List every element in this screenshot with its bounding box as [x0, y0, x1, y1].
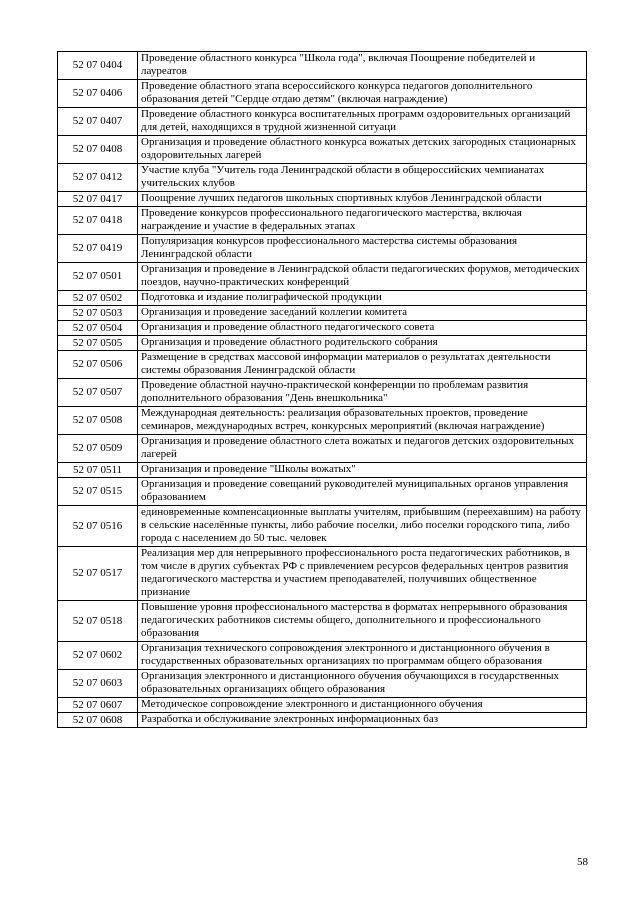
row-code: 52 07 0602 — [58, 642, 138, 670]
table-row — [58, 336, 587, 351]
row-code: 52 07 0502 — [58, 291, 138, 306]
row-code: 52 07 0509 — [58, 435, 138, 463]
table-row — [58, 52, 587, 80]
row-code: 52 07 0408 — [58, 136, 138, 164]
row-description: Проведение областного конкурса "Школа года", включая Поощрение победителей и лауреатов — [138, 52, 587, 80]
row-description: единовременные компенсационные выплаты учителям, прибывшим (переехавшим) на работу в сельские населённые пункты, либо рабочие поселки, либо поселки городского типа, либо города с населением до 50 тыс. человек — [138, 506, 587, 547]
table-row — [58, 601, 587, 642]
row-code: 52 07 0404 — [58, 52, 138, 80]
row-code: 52 07 0407 — [58, 108, 138, 136]
row-code: 52 07 0516 — [58, 506, 138, 547]
row-code: 52 07 0607 — [58, 698, 138, 713]
row-code: 52 07 0419 — [58, 235, 138, 263]
table-row — [58, 80, 587, 108]
row-description: Повышение уровня профессионального мастерства в форматах непрерывного образования педагогических работников системы общего, дополнительного и профессионального образования — [138, 601, 587, 642]
row-description: Поощрение лучших педагогов школьных спортивных клубов Ленинградской области — [138, 192, 587, 207]
row-code: 52 07 0603 — [58, 670, 138, 698]
row-description: Организация и проведение "Школы вожатых" — [138, 463, 587, 478]
row-code: 52 07 0511 — [58, 463, 138, 478]
row-code: 52 07 0507 — [58, 379, 138, 407]
table-row — [58, 306, 587, 321]
table-row — [58, 192, 587, 207]
row-description: Проведение областного конкурса воспитательных программ оздоровительных организаций для детей, находящихся в трудной жизненной ситуаци — [138, 108, 587, 136]
row-code: 52 07 0504 — [58, 321, 138, 336]
row-description: Организация и проведение областного слета вожатых и педагогов детских оздоровительных лагерей — [138, 435, 587, 463]
row-description: Организация и проведение заседаний коллегии комитета — [138, 306, 587, 321]
table-row — [58, 435, 587, 463]
table-body — [58, 52, 587, 728]
table-row — [58, 478, 587, 506]
table-row — [58, 164, 587, 192]
row-description: Международная деятельность: реализация образовательных проектов, проведение семинаров, международных встреч, конкурсных мероприятий (включая награждение) — [138, 407, 587, 435]
row-description: Организация и проведение совещаний руководителей муниципальных органов управления образованием — [138, 478, 587, 506]
row-description: Организация и проведение в Ленинградской области педагогических форумов, методических поездов, научно-практических конференций — [138, 263, 587, 291]
row-code: 52 07 0505 — [58, 336, 138, 351]
table-row — [58, 463, 587, 478]
row-description: Проведение областной научно-практической конференции по проблемам развития дополнительного образования "День внешкольника" — [138, 379, 587, 407]
table-row — [58, 547, 587, 601]
row-code: 52 07 0501 — [58, 263, 138, 291]
row-code: 52 07 0406 — [58, 80, 138, 108]
table-row — [58, 207, 587, 235]
table-row — [58, 670, 587, 698]
row-description: Организация и проведение областного родительского собрания — [138, 336, 587, 351]
row-description: Разработка и обслуживание электронных информационных баз — [138, 713, 587, 728]
row-description: Организация и проведение областного педагогического совета — [138, 321, 587, 336]
row-code: 52 07 0412 — [58, 164, 138, 192]
table-row — [58, 321, 587, 336]
row-code: 52 07 0517 — [58, 547, 138, 601]
table-row — [58, 642, 587, 670]
row-code: 52 07 0608 — [58, 713, 138, 728]
table-row — [58, 263, 587, 291]
table-row — [58, 379, 587, 407]
row-description: Проведение областного этапа всероссийского конкурса педагогов дополнительного образования детей "Сердце отдаю детям" (включая награждение) — [138, 80, 587, 108]
row-code: 52 07 0503 — [58, 306, 138, 321]
table-row — [58, 351, 587, 379]
table-row — [58, 698, 587, 713]
table-row — [58, 235, 587, 263]
table-row — [58, 136, 587, 164]
row-code: 52 07 0518 — [58, 601, 138, 642]
table-row — [58, 291, 587, 306]
row-description: Участие клуба "Учитель года Ленинградской области в общероссийских чемпианатах учительских клубов — [138, 164, 587, 192]
table-row — [58, 108, 587, 136]
table-row — [58, 407, 587, 435]
row-description: Реализация мер для непрерывного профессионального роста педагогических работников, в том числе в других субъектах РФ с привлечением ресурсов федеральных центров развития педагогического мастерства и участием преподавателей, получивших общественное признание — [138, 547, 587, 601]
row-code: 52 07 0417 — [58, 192, 138, 207]
row-code: 52 07 0508 — [58, 407, 138, 435]
row-description: Организация электронного и дистанционного обучения обучающихся в государственных образовательных организациях общего образования — [138, 670, 587, 698]
row-description: Организация технического сопровождения электронного и дистанционного обучения в государственных образовательных организациях по программам общего образования — [138, 642, 587, 670]
row-description: Методическое сопровождение электронного и дистанционного обучения — [138, 698, 587, 713]
budget-code-table — [57, 51, 587, 728]
row-description: Популяризация конкурсов профессионального мастерства системы образования Ленинградской области — [138, 235, 587, 263]
row-description: Подготовка и издание полиграфической продукции — [138, 291, 587, 306]
row-code: 52 07 0418 — [58, 207, 138, 235]
page-number: 58 — [577, 856, 588, 868]
table-row — [58, 506, 587, 547]
row-description: Проведение конкурсов профессионального педагогического мастерства, включая награждение и участие в федеральных этапах — [138, 207, 587, 235]
row-description: Организация и проведение областного конкурса вожатых детских загородных стационарных оздоровительных лагерей — [138, 136, 587, 164]
row-code: 52 07 0515 — [58, 478, 138, 506]
row-code: 52 07 0506 — [58, 351, 138, 379]
row-description: Размещение в средствах массовой информации материалов о результатах деятельности системы образования Ленинградской области — [138, 351, 587, 379]
table-row — [58, 713, 587, 728]
